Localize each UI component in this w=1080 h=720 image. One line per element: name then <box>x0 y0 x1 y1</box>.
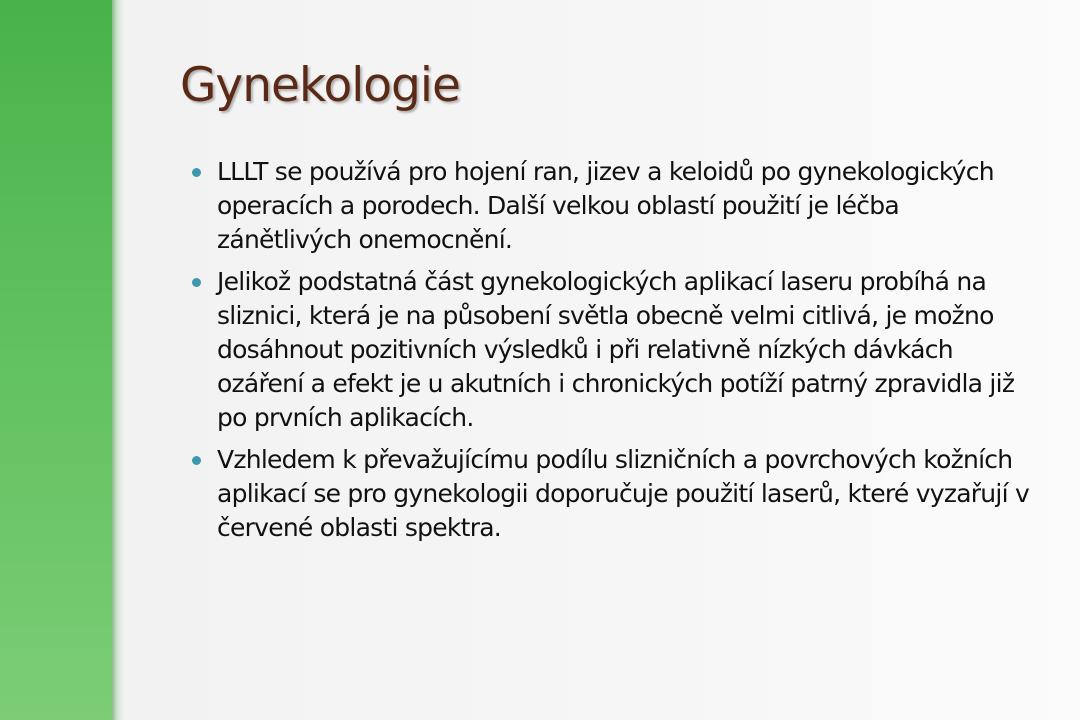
bullet-item-2 <box>188 265 1038 435</box>
bullet-text-3: Vzhledem k převažujícímu podílu slizničních a povrchových kožních aplikací se pro gynekologii doporučuje použití laserů, které vyzařují v červené oblasti spektra. <box>217 445 1030 542</box>
bullet-list <box>188 155 1038 553</box>
bullet-dot-icon <box>192 456 201 465</box>
green-sidebar-decoration <box>0 0 112 720</box>
slide-title: Gynekologie <box>180 58 460 113</box>
bullet-text-1: LLLT se používá pro hojení ran, jizev a keloidů po gynekologických operacích a porodech. Další velkou oblastí použití je léčba zánětlivých onemocnění. <box>217 157 994 254</box>
bullet-item-3 <box>188 443 1038 545</box>
bullet-dot-icon <box>192 168 201 177</box>
sidebar-shadow-decoration <box>112 0 124 720</box>
bullet-item-1 <box>188 155 1038 257</box>
bullet-dot-icon <box>192 278 201 287</box>
bullet-text-2: Jelikož podstatná část gynekologických aplikací laseru probíhá na sliznici, která je na působení světla obecně velmi citlivá, je možno dosáhnout pozitivních výsledků i při relativně nízkých dávkách ozáření a efekt je u akutních i chronických potíží patrný zpravidla již po prvních aplikacích. <box>217 267 1015 432</box>
